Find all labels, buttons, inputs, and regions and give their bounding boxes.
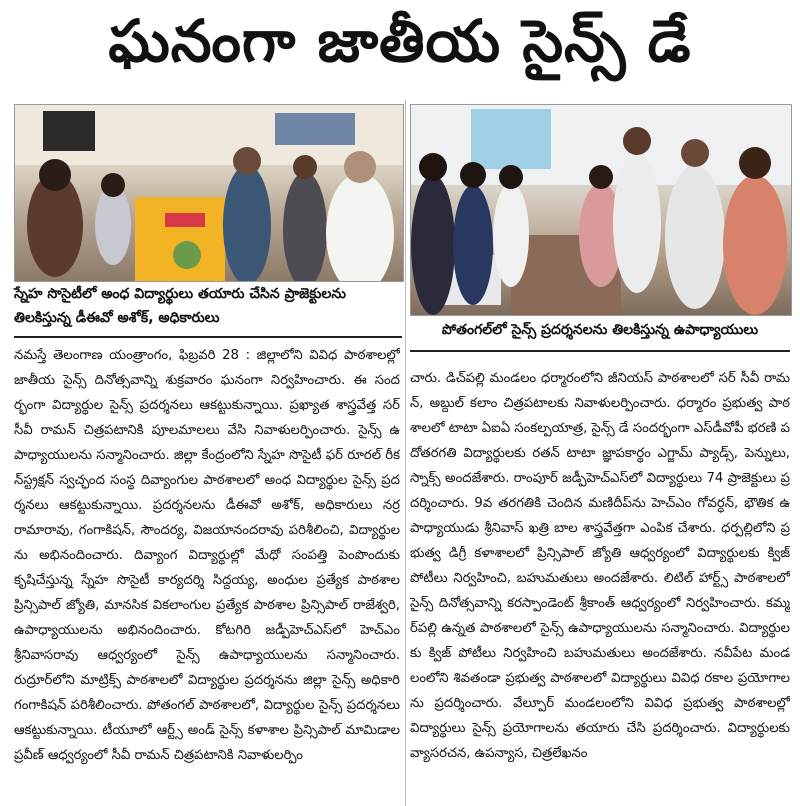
photo-science-exhibition-teachers [410,104,792,316]
headline: ఘనంగా జాతీయ సైన్స్ డే [108,6,692,75]
photo-caption-left [14,282,402,330]
photo-scene-left [15,105,403,281]
article-column-left: నమస్తే తెలంగాణ యంత్రాంగం, ఫిబ్రవరి 28 : జిల్లాలోని వివిధ పాఠశాలల్లో జాతీయ సైన్స్ దినోత్సవాన్ని శుక్రవారం ఘనంగా నిర్వహించారు. ఈ సందర్భంగా విద్యార్థుల సైన్స్ ప్రదర్శనలు ఆకట్టుకున్నాయి. ప్రఖ్యాత శాస్త్రవేత్త సర్ సీవీ రామన్ చిత్రపటానికి పూలమాలలు వేసి నివాళులర్పించారు. సైన్స్ ఉపాధ్యాయులను సన్మానించారు. జిల్లా కేంద్రంలోని స్నేహ సొసైటీ ఫర్ రూరల్ రీకన్‌స్ట్రక్షన్ స్వచ్ఛంద సంస్థ దివ్యాంగుల పాఠశాలలో అంధ విద్యార్థుల సైన్స్ ప్రదర్శనలు ఆకట్టుకున్నాయి. ప్రదర్శనలను డీఈవో అశోక్, అధికారులు నర్ర రామారావు, గంగాకిషన్, సౌందర్య, విజయానందరావు పరిశీలించి, విద్యార్థులను అభినందించారు. దివ్యాంగ విద్యార్థుల్లో మేధో సంపత్తి పెంపొందుకు కృషిచేస్తున్న స్నేహ సొసైటీ కార్యదర్శి సిద్దయ్య, అంధుల ప్రత్యేక పాఠశాల ప్రిన్సిపాల్ జ్యోతి, మానసిక వికలాంగుల ప్రత్యేక పాఠశాల ప్రిన్సిపాల్ రాజేశ్వరి, ఉపాధ్యాయులను అభినందించారు. కోటగిరి జడ్పీహెచ్‌ఎస్‌లో హెచ్‌ఎం శ్రీనివాసరావు ఆధ్వర్యంలో సైన్స్ ఉపాధ్యాయులను సన్మానించారు. రుద్రూర్‌లోని మాట్రిక్స్ పాఠశాలలో విద్యార్థుల ప్రదర్శనను జిల్లా సైన్స్ అధికారి గంగాకిషన్ పరిశీలించారు. పోతంగల్ పాఠశాలలో, విద్యార్థుల సైన్స్ ప్రదర్శనలు ఆకట్టుకున్నాయి. టీయూలో ఆర్ట్స్ అండ్ సైన్స్ కళాశాల ప్రిన్సిపాల్ మామిడాల ప్రవీణ్ ఆధ్వర్యంలో సీవీ రామన్ చిత్రపటానికి నివాళులర్పిం [14,348,400,763]
column-divider [405,100,406,806]
photo-caption-right: పోతంగల్‌లో సైన్స్ ప్రదర్శనలను తిలకిస్తున్న ఉపాధ్యాయులు [441,322,759,338]
article-column-right: చారు. డిచ్‌పల్లి మండలం ధర్మారంలోని జీనియస్ పాఠశాలలో సర్ సీవీ రామన్, అబ్దుల్ కలాం చిత్రపటాలకు నివాళులర్పించారు. ధర్మారం ప్రభుత్వ పాఠశాలలో టాటా ఏఐఏ సంకల్పయాత్ర, సైన్స్ డే సందర్భంగా ఎస్‌డీవోపీ భరణి పదోతరగతి విద్యార్థులకు రతన్ టాటా జ్ఞాపకార్థం ఎగ్జామ్ ప్యాడ్స్, పెన్నులు, స్నాక్స్ అందజేశారు. రాంపూర్ జడ్పీహెచ్‌ఎస్‌లో విద్యార్థులు 74 ప్రాజెక్టులు ప్రదర్శించారు. 9వ తరగతికి చెందిన మణిదీప్‌ను హెచ్‌ఎం గోవర్ధన్, భౌతిక ఉపాధ్యాయుడు శ్రీనివాస్ ఖత్రి బాల శాస్త్రవేత్తగా ఎంపిక చేశారు. ధర్పల్లిలోని ప్రభుత్వ డిగ్రీ కళాశాలలో ప్రిన్సిపాల్ జ్యోతి ఆధ్వర్యంలో విద్యార్థులకు క్విజ్ పోటీలు నిర్వహించి, బహుమతులు అందజేశారు. లిటిల్ హార్ట్స్ పాఠశాలలో సైన్స్ దినోత్సవాన్ని కరస్పాండెంట్ శ్రీకాంత్ ఆధ్వర్యంలో నిర్వహించారు. కమ్మర్‌పల్లి ఉన్నత పాఠశాలలో సైన్స్ ఉపాధ్యాయులను సన్మానించారు. విద్యార్థులకు క్విజ్ పోటీలు నిర్వహించి బహుమతులు అందజేశారు. నవీపేట మండలంలోని శివతండా ప్రభుత్వ పాఠశాలలో విద్యార్థులు వివిధ రకాల ప్రయోగాలను ప్రదర్శించారు. వేల్పూర్ మండలంలోని వివిధ ప్రభుత్వ పాఠశాలల్లో విద్యార్థులు సైన్స్ ప్రయోగాలను తయారు చేసి ప్రదర్శించారు. విద్యార్థులకు వ్యాసరచన, ఉపన్యాస, చిత్రలేఖనం [410,371,790,761]
caption-left-line2: తిలకిస్తున్న డీఈవో అశోక్, అధికారులు [14,310,220,326]
caption-left-line1: స్నేహ సొసైటీలో అంధ విద్యార్థులు తయారు చేసిన ప్రాజెక్టులను [14,286,346,302]
caption-rule-right [410,350,790,352]
photo-students-science-exhibit [14,104,404,282]
photo-scene-right [411,105,791,315]
caption-rule-left [14,336,402,338]
